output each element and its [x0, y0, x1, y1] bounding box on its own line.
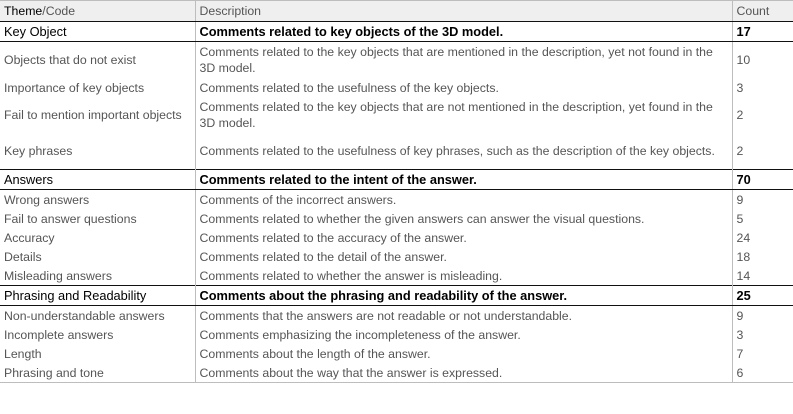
code-description: Comments related to the key objects that are mentioned in the description, yet not found in the 3D model. [195, 42, 732, 79]
code-count: 9 [732, 306, 793, 326]
theme-row-key-object [0, 22, 793, 42]
code-count: 18 [732, 247, 793, 266]
header-theme: Theme [4, 4, 43, 18]
code-name: Incomplete answers [4, 327, 114, 342]
code-description: Comments related to the usefulness of the key objects. [195, 78, 732, 97]
code-name: Fail to mention important objects [4, 108, 182, 122]
header-theme-code [0, 1, 195, 22]
table-row [0, 42, 793, 79]
table-row [0, 78, 793, 97]
theme-count: 17 [732, 22, 793, 42]
code-description: Comments related to whether the answer is misleading. [195, 266, 732, 286]
table-row [0, 209, 793, 228]
table-row [0, 306, 793, 326]
code-description: Comments that the answers are not readable or not understandable. [195, 306, 732, 326]
theme-count: 70 [732, 170, 793, 190]
code-count: 7 [732, 344, 793, 363]
table-row [0, 325, 793, 344]
code-count: 9 [732, 190, 793, 210]
code-description: Comments related to the usefulness of key phrases, such as the description of the key objects. [195, 133, 732, 170]
table-row [0, 97, 793, 133]
code-name: Misleading answers [4, 268, 112, 283]
table-row [0, 228, 793, 247]
theme-row-phrasing-readability [0, 286, 793, 306]
theme-count: 25 [732, 286, 793, 306]
code-description: Comments about the length of the answer. [195, 344, 732, 363]
theme-description: Comments related to the intent of the answer. [195, 170, 732, 190]
code-name: Objects that do not exist [4, 53, 136, 67]
code-count: 2 [732, 133, 793, 170]
code-description: Comments of the incorrect answers. [195, 190, 732, 210]
code-description: Comments emphasizing the incompleteness of the answer. [195, 325, 732, 344]
table-row [0, 266, 793, 286]
code-count: 24 [732, 228, 793, 247]
header-code: /Code [42, 4, 76, 18]
header-count: Count [732, 1, 793, 22]
code-name: Fail to answer questions [4, 211, 137, 226]
theme-description: Comments about the phrasing and readability of the answer. [195, 286, 732, 306]
code-name: Length [4, 346, 42, 361]
theme-description: Comments related to key objects of the 3D model. [195, 22, 732, 42]
theme-name: Answers [0, 170, 195, 190]
header-row [0, 1, 793, 22]
code-count: 2 [732, 97, 793, 133]
table-row [0, 133, 793, 170]
code-name: Wrong answers [4, 192, 90, 207]
code-name: Accuracy [4, 230, 55, 245]
header-description: Description [195, 1, 732, 22]
theme-name: Key Object [0, 22, 195, 42]
code-name: Phrasing and tone [0, 363, 195, 383]
code-count: 14 [732, 266, 793, 286]
code-count: 3 [732, 325, 793, 344]
table-row [0, 247, 793, 266]
table-row [0, 190, 793, 210]
code-description: Comments related to the detail of the answer. [195, 247, 732, 266]
table-row [0, 344, 793, 363]
code-name: Details [4, 249, 42, 264]
theme-name: Phrasing and Readability [0, 286, 195, 306]
code-description: Comments about the way that the answer is expressed. [195, 363, 732, 383]
code-name: Key phrases [4, 144, 73, 158]
code-description: Comments related to whether the given answers can answer the visual questions. [195, 209, 732, 228]
code-description: Comments related to the accuracy of the answer. [195, 228, 732, 247]
theme-row-answers [0, 170, 793, 190]
code-count: 10 [732, 42, 793, 79]
code-description: Comments related to the key objects that are not mentioned in the description, yet found in the 3D model. [195, 97, 732, 133]
code-name: Non-understandable answers [4, 308, 165, 323]
table-row [0, 363, 793, 383]
code-count: 3 [732, 78, 793, 97]
code-count: 6 [732, 363, 793, 383]
code-count: 5 [732, 209, 793, 228]
code-name: Importance of key objects [4, 80, 145, 95]
